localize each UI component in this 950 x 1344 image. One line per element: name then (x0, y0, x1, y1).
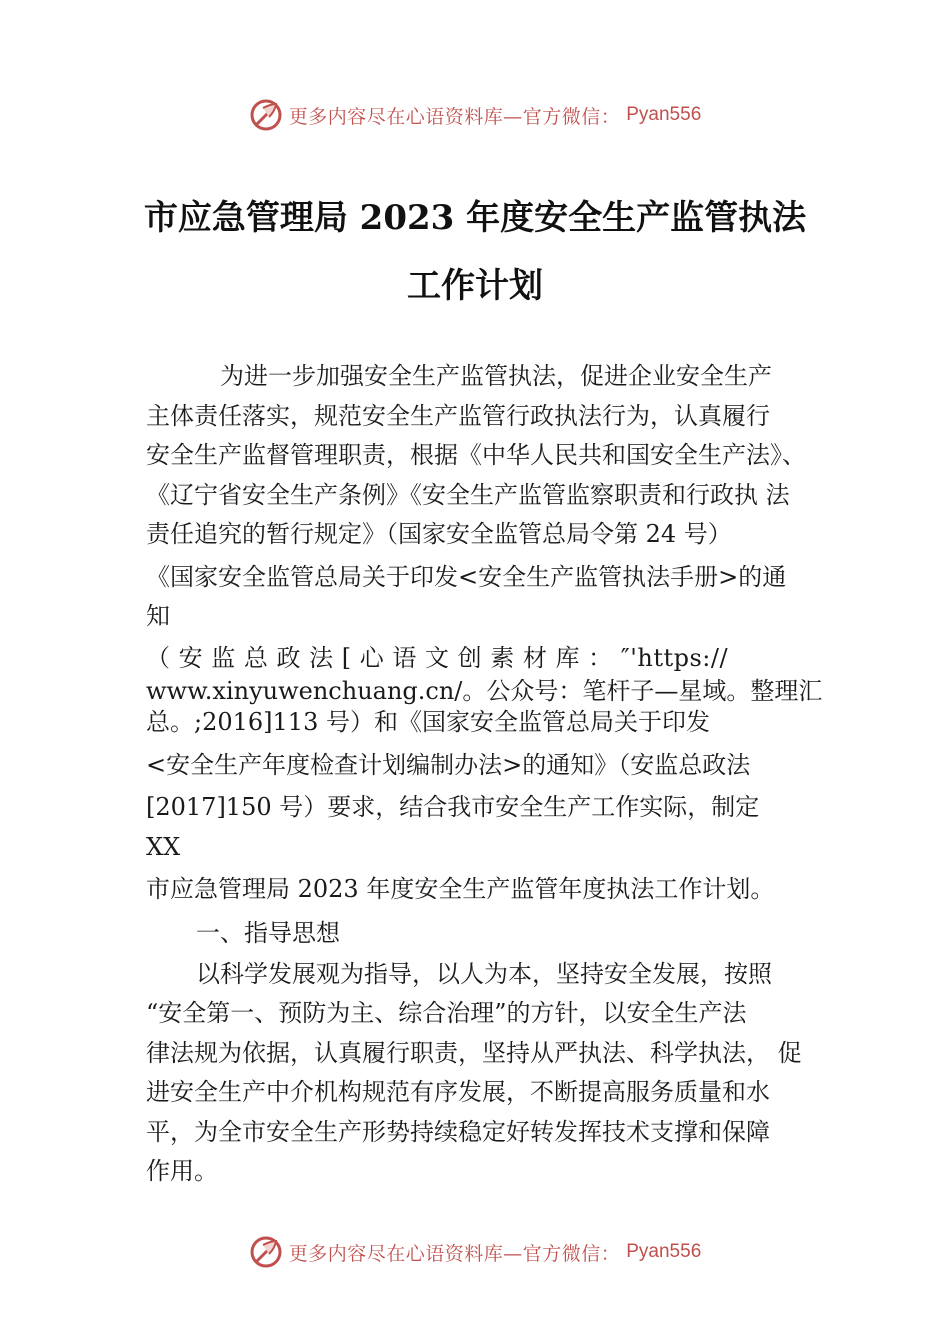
body-line: 为进一步加强安全生产监管执法，促进企业安全生产 (220, 362, 772, 390)
body-line: 安全生产监督管理职责，根据《中华人民共和国安全生产法》、 (146, 441, 806, 469)
body-line: <安全生产年度检查计划编制办法>的通知》（安监总政法 (146, 751, 751, 779)
body-line: 知 (146, 602, 170, 630)
body-line: 《辽宁省安全生产条例》《安全生产监管监察职责和行政执 法 (146, 481, 790, 509)
body-line: 市应急管理局 2023 年度安全生产监管年度执法工作计划。 (146, 875, 775, 903)
document-title-line-2: 工作计划 (407, 266, 543, 306)
watermark-text: 更多内容尽在心语资料库—官方微信： (288, 1242, 621, 1265)
body-line: 责任追究的暂行规定》（国家安全监管总局令第 24 号） (146, 520, 732, 548)
body-line: [2017]150 号）要求，结合我市安全生产工作实际，制定 (146, 793, 760, 821)
body-line: XX (146, 833, 181, 861)
body-line: 总。;2016]113 号）和《国家安全监管总局关于印发 (146, 708, 710, 736)
body-line: 主体责任落实，规范安全生产监管行政执法行为，认真履行 (146, 402, 770, 430)
watermark-id: Pyan556 (626, 104, 702, 125)
body-line: 作用。 (146, 1157, 218, 1185)
body-line: 以科学发展观为指导，以人为本，坚持安全发展，按照 (196, 960, 772, 988)
watermark-banner-top (0, 95, 950, 135)
watermark-banner-bottom (0, 1232, 950, 1272)
body-line: 平，为全市安全生产形势持续稳定好转发挥技术支撑和保障 (146, 1118, 770, 1146)
quill-logo-icon (249, 98, 283, 132)
section-heading: 一、指导思想 (196, 919, 340, 947)
body-line: 进安全生产中介机构规范有序发展，不断提高服务质量和水 (146, 1078, 770, 1106)
body-line: 律法规为依据，认真履行职责，坚持从严执法、科学执法， 促 (146, 1039, 802, 1067)
watermark-text: 更多内容尽在心语资料库—官方微信： (288, 105, 621, 128)
document-title-line-1: 市应急管理局 2023 年度安全生产监管执法 (143, 198, 807, 238)
watermark-id: Pyan556 (626, 1241, 702, 1262)
body-line: “安全第一、预防为主、综合治理”的方针，以安全生产法 (146, 999, 747, 1027)
quill-logo-icon (249, 1235, 283, 1269)
body-line: 《国家安全监管总局关于印发<安全生产监管执法手册>的通 (146, 563, 787, 591)
body-line: （ 安 监 总 政 法 [ 心 语 文 创 素 材 库 ： ″'https:// (146, 644, 729, 672)
body-line: www.xinyuwenchuang.cn/。公众号：笔杆子—星域。整理汇 (146, 677, 823, 705)
